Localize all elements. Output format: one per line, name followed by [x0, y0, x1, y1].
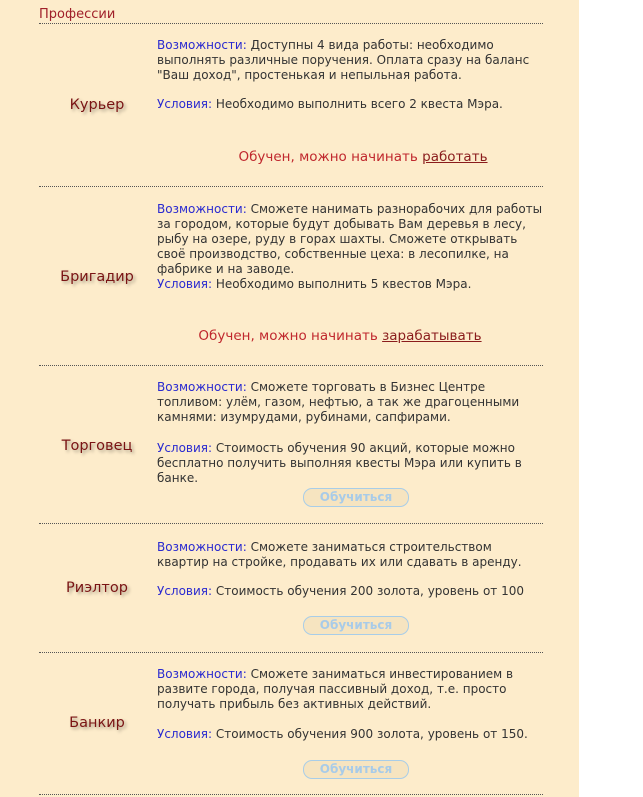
abilities-label: Возможности:	[157, 380, 247, 394]
start-earning-link[interactable]: зарабатывать	[382, 328, 482, 344]
foreman-status	[147, 328, 533, 344]
abilities-text: Доступны 4 вида работы: необходимо выполнять различные поручения. Оплата сразу на баланс "Ваш доход", простенькая и непыльная работа.	[157, 38, 530, 82]
conditions-label: Условия:	[157, 727, 213, 741]
divider	[39, 365, 543, 366]
divider	[39, 794, 543, 795]
abilities-label: Возможности:	[157, 540, 247, 554]
divider	[39, 23, 543, 24]
trader-conditions	[157, 441, 543, 486]
profession-name-realtor: Риэлтор	[66, 580, 128, 596]
divider	[39, 523, 543, 524]
conditions-text: Стоимость обучения 90 акций, которые можно бесплатно получить выполняя квесты Мэра или купить в банке.	[157, 441, 522, 485]
status-text: Обучен, можно начинать	[238, 149, 423, 165]
realtor-abilities	[157, 540, 543, 570]
courier-abilities	[157, 38, 543, 83]
conditions-text: Стоимость обучения 900 золота, уровень от 150.	[215, 727, 528, 741]
abilities-text: Сможете заниматься строительством квартир на стройке, продавать их или сдавать в аренду.	[157, 540, 522, 569]
courier-status	[170, 149, 556, 165]
trader-abilities	[157, 380, 543, 425]
foreman-conditions	[157, 277, 543, 292]
banker-abilities	[157, 667, 543, 712]
conditions-text: Необходимо выполнить всего 2 квеста Мэра.	[215, 97, 503, 111]
conditions-text: Стоимость обучения 200 золота, уровень от 100	[215, 584, 524, 598]
abilities-text: Сможете торговать в Бизнес Центре топливом: улём, газом, нефтью, а так же драгоценными камнями: изумрудами, рубинами, сапфирами.	[157, 380, 520, 424]
abilities-text: Сможете нанимать разнорабочих для работы за городом, которые будут добывать Вам деревья в лесу, рыбу на озере, руду в горах шахты. Сможете открывать своё производство, собственные цеха: в лесопилке, на фабрике и на заводе.	[157, 202, 543, 276]
realtor-conditions	[157, 584, 543, 599]
divider	[39, 186, 543, 187]
learn-realtor-button[interactable]: Обучиться	[303, 616, 409, 635]
conditions-label: Условия:	[157, 584, 213, 598]
conditions-label: Условия:	[157, 97, 213, 111]
profession-name-foreman: Бригадир	[60, 269, 134, 285]
abilities-label: Возможности:	[157, 667, 247, 681]
courier-conditions	[157, 97, 543, 112]
abilities-text: Сможете заниматься инвестированием в развите города, получая пассивный доход, т.е. просто получать прибыль без активных действий.	[157, 667, 514, 711]
profession-name-banker: Банкир	[69, 715, 125, 731]
profession-name-trader: Торговец	[61, 438, 133, 454]
foreman-abilities	[157, 202, 543, 277]
divider	[39, 652, 543, 653]
abilities-label: Возможности:	[157, 202, 247, 216]
abilities-label: Возможности:	[157, 38, 247, 52]
learn-trader-button[interactable]: Обучиться	[303, 488, 409, 507]
start-work-link[interactable]: работать	[422, 149, 488, 165]
banker-conditions	[157, 727, 543, 742]
conditions-label: Условия:	[157, 441, 213, 455]
profession-name-courier: Курьер	[69, 97, 125, 113]
conditions-text: Необходимо выполнить 5 квестов Мэра.	[215, 277, 472, 291]
conditions-label: Условия:	[157, 277, 213, 291]
section-title: Профессии	[39, 7, 116, 22]
learn-banker-button[interactable]: Обучиться	[303, 760, 409, 779]
status-text: Обучен, можно начинать	[198, 328, 383, 344]
